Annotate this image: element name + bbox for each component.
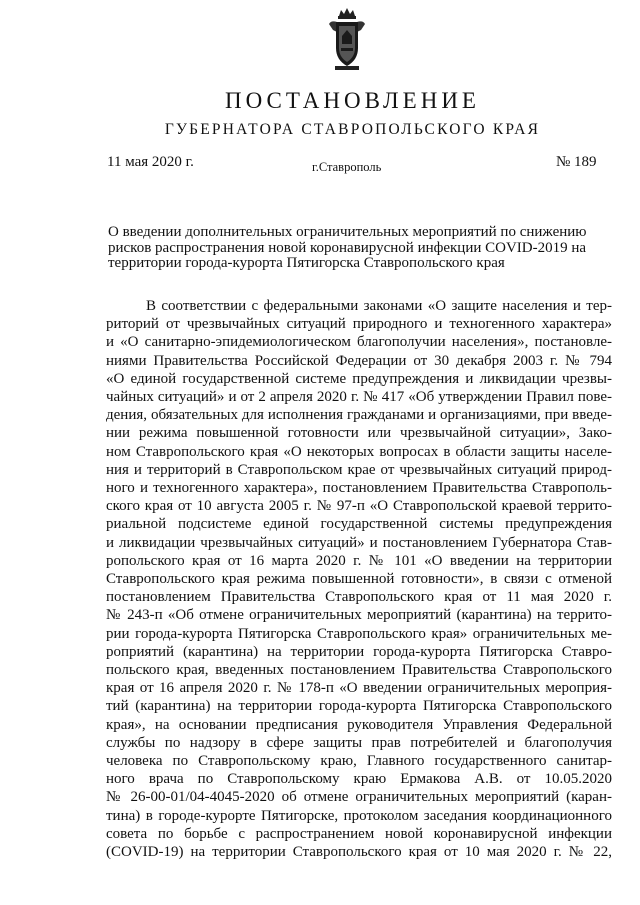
- body-line: рии города-курорта Пятигорска Ставропольского края» ограничительных ме-: [106, 625, 612, 642]
- body-line: ниями Правительства Российской Федерации от 30 декабря 2003 г. № 794: [106, 352, 612, 369]
- body-line: края от 16 апреля 2020 г. № 178-п «О введении ограничительных мероприя-: [106, 680, 612, 697]
- body-line: совета по борьбе с распространением новой коронавирусной инфекции: [106, 825, 612, 842]
- body-line: роприятий (карантина) на территории города-курорта Пятигорска Ставро-: [106, 643, 612, 660]
- subject-line: рисков распространения новой коронавирусной инфекции COVID-2019 на: [108, 239, 587, 256]
- document-subtitle: ГУБЕРНАТОРА СТАВРОПОЛЬСКОГО КРАЯ: [164, 121, 541, 138]
- subject-line: территории города-курорта Пятигорска Ставропольского края: [108, 255, 505, 271]
- body-line: В соответствии с федеральными законами «О защите населения и тер-: [146, 298, 612, 314]
- body-line: № 243-п «Об отмене ограничительных мероприятий (карантина) на террито-: [106, 607, 612, 624]
- body-line: польского края, введенных постановлением Правительства Ставропольского: [106, 662, 612, 679]
- body-line: и «О санитарно-эпидемиологическом благополучии населения», постановле-: [106, 334, 612, 351]
- body-line: человека по Ставропольскому краю, Главного государственного санитар-: [106, 753, 612, 770]
- body-line: ного врача по Ставропольскому краю Ермакова А.В. от 10.05.2020: [106, 771, 612, 788]
- body-line: риальной подсистеме единой государственной системы предупреждения: [106, 516, 612, 533]
- document-title: ПОСТАНОВЛЕНИЕ: [225, 88, 480, 113]
- subject-line: О введении дополнительных ограничительных мероприятий по снижению: [108, 224, 587, 240]
- body-line: ном Ставропольского края «О некоторых вопросах в области защиты населе-: [106, 443, 612, 460]
- body-line: «О единой государственной системе предупреждения и ликвидации чрезвы-: [106, 370, 612, 387]
- body-line: риторий от чрезвычайных ситуаций природного и техногенного характера»: [106, 316, 612, 333]
- body-line: нии режима повышенной готовности или чрезвычайной ситуации», Зако-: [106, 425, 612, 442]
- body-line: и ликвидации чрезвычайных ситуаций» и постановлением Губернатора Став-: [106, 534, 612, 551]
- document-date: 11 мая 2020 г.: [107, 154, 194, 170]
- body-line: (COVID-19) на территории Ставропольского края от 10 мая 2020 г. № 22,: [106, 844, 612, 861]
- body-line: ного и техногенного характера», постановлением Правительства Ставрополь-: [106, 480, 612, 497]
- body-line: постановлением Правительства Ставропольского края от 11 мая 2020 г.: [106, 589, 612, 606]
- body-line: № 26-00-01/04-4045-2020 об отмене ограничительных мероприятий (каран-: [106, 789, 612, 806]
- body-line: дения, обязательных для исполнения гражданами и организациями, при введе-: [106, 407, 612, 424]
- body-line: ского края от 10 августа 2005 г. № 97-п «О Ставропольской краевой террито-: [106, 498, 612, 515]
- document-subject: [108, 225, 608, 272]
- body-line: ропольского края от 16 марта 2020 г. № 101 «О введении на территории: [106, 552, 612, 569]
- body-line: тина) в городе-курорте Пятигорске, протоколом заседания координационного: [106, 807, 612, 824]
- document-body: [106, 297, 612, 861]
- body-line: чайных ситуаций» и от 2 апреля 2020 г. № 417 «Об утверждении Правил пове-: [106, 389, 612, 406]
- body-line: тий (карантина) на территории города-курорта Пятигорска Ставропольского: [106, 698, 612, 715]
- document-city: г.Ставрополь: [312, 160, 382, 174]
- body-line: Ставропольского края режима повышенной готовности», в связи с отменой: [106, 571, 612, 588]
- document-number: № 189: [556, 154, 597, 170]
- body-line: ния и территорий в Ставропольском крае от чрезвычайных ситуаций природ-: [106, 461, 612, 478]
- coat-of-arms-icon: [327, 8, 367, 72]
- body-line: края», на основании предписания руководителя Управления Федеральной: [106, 716, 612, 733]
- body-line: службы по надзору в сфере защиты прав потребителей и благополучия: [106, 734, 612, 751]
